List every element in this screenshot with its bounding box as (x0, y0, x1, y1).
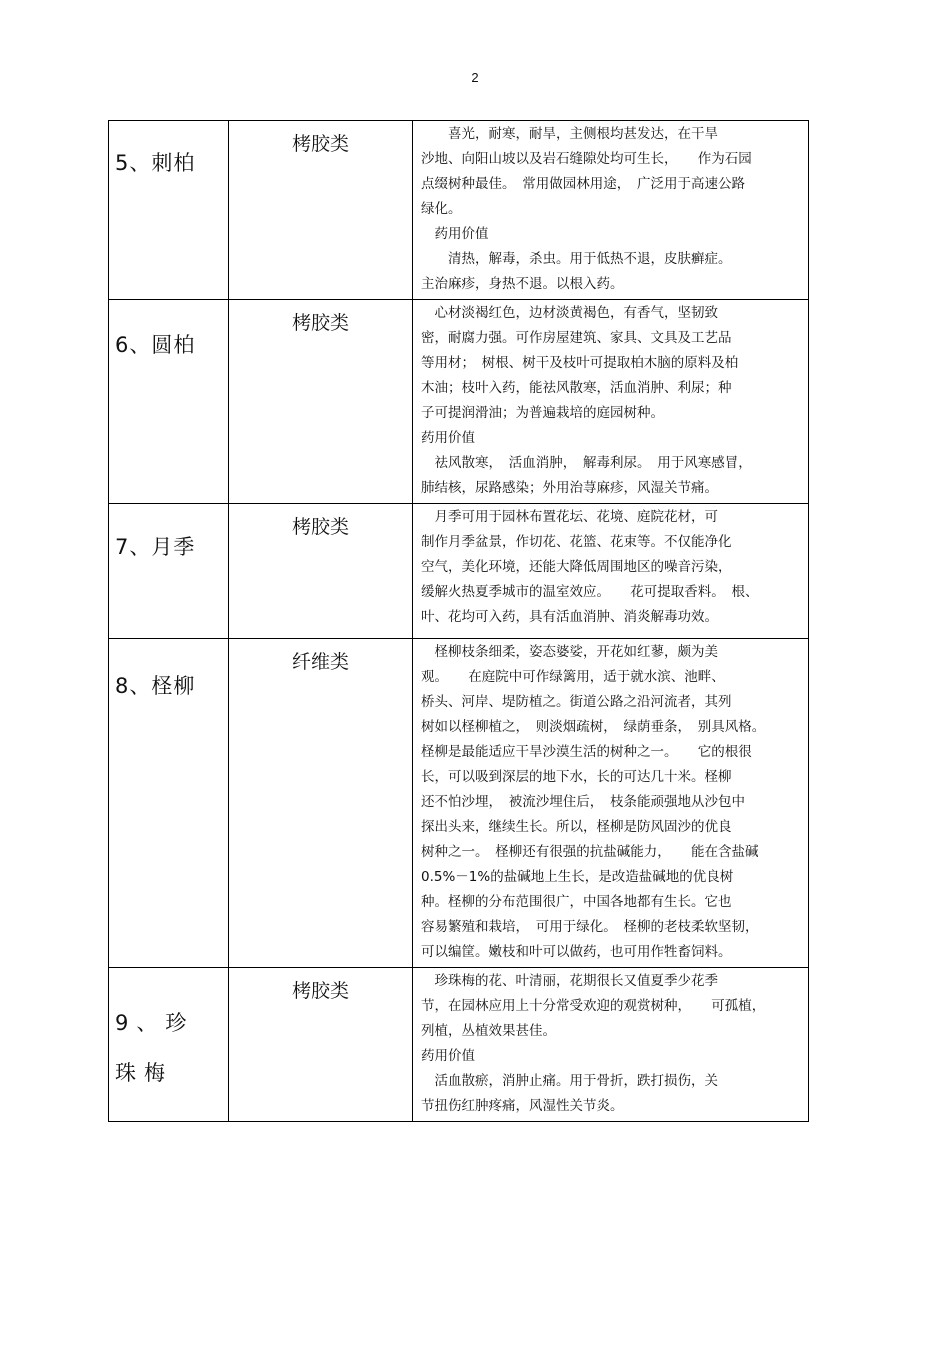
description-line: 绿化。 (421, 201, 462, 217)
description-line: 桥头、河岸、堤防植之。街道公路之沿河流者，其列 (421, 694, 732, 710)
description-line: 柽柳是最能适应干旱沙漠生活的树种之一。 它的根很 (421, 744, 752, 760)
table-row (109, 639, 809, 968)
description-line: 祛风散寒， 活血消肿， 解毒利尿。 用于风寒感冒， (421, 455, 752, 471)
description-line: 药用价值 (421, 430, 475, 446)
description-line: 还不怕沙埋， 被流沙埋住后， 枝条能顽强地从沙包中 (421, 794, 745, 810)
description-line: 主治麻疹，身热不退。以根入药。 (421, 276, 624, 292)
plant-name: 7、月季 (115, 535, 196, 559)
plant-category: 栲胶类 (291, 980, 349, 1002)
plant-name: 6、圆柏 (115, 333, 196, 357)
plant-table (108, 120, 809, 1122)
description-line: 子可提润滑油；为普遍栽培的庭园树种。 (421, 405, 664, 421)
description-line: 活血散瘀，消肿止痛。用于骨折，跌打损伤，关 (421, 1073, 718, 1089)
table-row (109, 121, 809, 300)
description-line: 喜光，耐寒，耐旱，主侧根均甚发达，在干旱 (421, 126, 718, 142)
category-cell (229, 639, 413, 968)
description-cell (413, 639, 809, 968)
page-number: 2 (471, 70, 479, 85)
description-cell (413, 968, 809, 1122)
description-line: 树如以柽柳植之， 则淡烟疏树， 绿荫垂条， 别具风格。 (421, 719, 766, 735)
table-row (109, 968, 809, 1122)
description-line: 长，可以吸到深层的地下水，长的可达几十米。柽柳 (421, 769, 732, 785)
description-line: 种。柽柳的分布范围很广，中国各地都有生长。它也 (421, 894, 732, 910)
plant-name-cell (109, 300, 229, 504)
plant-category: 栲胶类 (291, 133, 349, 155)
description-line: 肺结核，尿路感染；外用治荨麻疹，风湿关节痛。 (421, 480, 718, 496)
description-line: 空气，美化环境，还能大降低周围地区的噪音污染， (421, 559, 732, 575)
description-line: 心材淡褐红色，边材淡黄褐色，有香气，坚韧致 (421, 305, 718, 321)
description-line: 观。 在庭院中可作绿篱用，适于就水滨、池畔、 (421, 669, 725, 685)
table-row (109, 300, 809, 504)
description-line: 木油；枝叶入药，能祛风散寒，活血消肿、利尿；种 (421, 380, 732, 396)
plant-name: 5、刺柏 (115, 151, 196, 175)
description-cell (413, 121, 809, 300)
category-cell (229, 300, 413, 504)
description-line: 探出头来，继续生长。所以，柽柳是防风固沙的优良 (421, 819, 732, 835)
description-line: 点缀树种最佳。 常用做园林用途， 广泛用于高速公路 (421, 176, 745, 192)
description-line: 缓解火热夏季城市的温室效应。 花可提取香料。 根、 (421, 584, 759, 600)
plant-table-body (109, 121, 809, 1122)
plant-category: 栲胶类 (291, 516, 349, 538)
category-cell (229, 968, 413, 1122)
category-cell (229, 121, 413, 300)
description-line: 容易繁殖和栽培， 可用于绿化。 柽柳的老枝柔软坚韧， (421, 919, 759, 935)
plant-category: 纤维类 (291, 651, 349, 673)
plant-name-cell (109, 639, 229, 968)
category-cell (229, 504, 413, 639)
plant-name-cell (109, 504, 229, 639)
plant-name-cell (109, 968, 229, 1122)
description-line: 柽柳枝条细柔，姿态婆娑，开花如红蓼，颇为美 (421, 644, 718, 660)
description-line: 药用价值 (421, 226, 489, 242)
description-line: 列植，丛植效果甚佳。 (421, 1023, 556, 1039)
description-line: 药用价值 (421, 1048, 475, 1064)
description-line: 珍珠梅的花、叶清丽，花期很长又值夏季少花季 (421, 973, 718, 989)
description-line: 月季可用于园林布置花坛、花境、庭院花材，可 (421, 509, 718, 525)
description-cell (413, 504, 809, 639)
description-line: 0.5%－1%的盐碱地上生长，是改造盐碱地的优良树 (421, 869, 734, 885)
plant-name: 8、柽柳 (115, 674, 196, 698)
plant-name: 9、珍珠梅 (115, 1011, 195, 1085)
description-line: 节扭伤红肿疼痛，风湿性关节炎。 (421, 1098, 624, 1114)
description-line: 可以编筐。嫩枝和叶可以做药，也可用作牲畜饲料。 (421, 944, 732, 960)
description-cell (413, 300, 809, 504)
table-row (109, 504, 809, 639)
description-line: 叶、花均可入药，具有活血消肿、消炎解毒功效。 (421, 609, 718, 625)
description-line: 密，耐腐力强。可作房屋建筑、家具、文具及工艺品 (421, 330, 732, 346)
description-line: 节，在园林应用上十分常受欢迎的观赏树种， 可孤植， (421, 998, 766, 1014)
description-line: 制作月季盆景，作切花、花篮、花束等。不仅能净化 (421, 534, 732, 550)
description-line: 等用材； 树根、树干及枝叶可提取柏木脑的原料及柏 (421, 355, 739, 371)
plant-name-cell (109, 121, 229, 300)
description-line: 树种之一。 柽柳还有很强的抗盐碱能力， 能在含盐碱 (421, 844, 759, 860)
description-line: 清热，解毒，杀虫。用于低热不退，皮肤癣症。 (421, 251, 732, 267)
description-line: 沙地、向阳山坡以及岩石缝隙处均可生长， 作为石园 (421, 151, 752, 167)
plant-category: 栲胶类 (291, 312, 349, 334)
